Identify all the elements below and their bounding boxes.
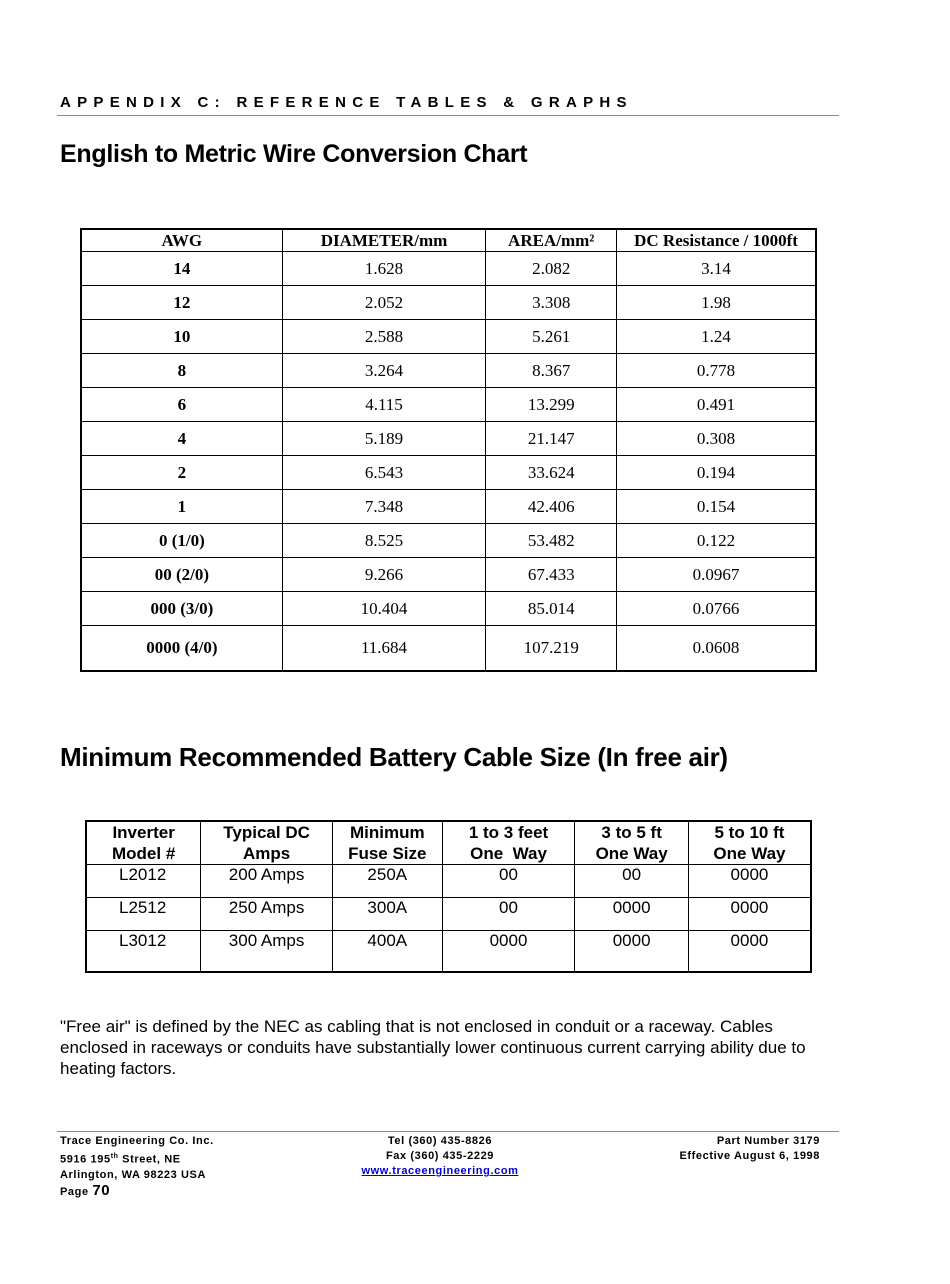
- table-cell: 00 (2/0): [81, 558, 282, 592]
- table-cell: 400A: [332, 931, 442, 973]
- table-cell: 8: [81, 354, 282, 388]
- website-link[interactable]: www.traceengineering.com: [361, 1165, 519, 1177]
- table-cell: 8.525: [282, 524, 486, 558]
- table-cell: 67.433: [486, 558, 617, 592]
- table-cell: 0 (1/0): [81, 524, 282, 558]
- table-row: [86, 898, 811, 931]
- table-cell: 2.052: [282, 286, 486, 320]
- table-cell: 7.348: [282, 490, 486, 524]
- table-cell: 8.367: [486, 354, 617, 388]
- table-cell: 42.406: [486, 490, 617, 524]
- fax: Fax (360) 435-2229: [385, 1150, 495, 1162]
- table-row: [81, 422, 816, 456]
- footer-part-info: [620, 1134, 820, 1164]
- table-cell: 0000 (4/0): [81, 626, 282, 672]
- table-cell: 6: [81, 388, 282, 422]
- table-cell: 4: [81, 422, 282, 456]
- table-row: [81, 558, 816, 592]
- table-cell: 5.189: [282, 422, 486, 456]
- column-header: DIAMETER/mm: [282, 229, 486, 252]
- table-cell: 1.628: [282, 252, 486, 286]
- free-air-note: "Free air" is defined by the NEC as cabling that is not enclosed in conduit or a raceway. Cables enclosed in raceways or conduits have substantially lower continuous current carrying ability due to heating factors.: [60, 1017, 806, 1078]
- table-cell: 0.0766: [617, 592, 816, 626]
- table-cell: 3.14: [617, 252, 816, 286]
- table-cell: 107.219: [486, 626, 617, 672]
- table-header-row: [86, 821, 811, 865]
- table-row: [81, 626, 816, 672]
- table-cell: 10.404: [282, 592, 486, 626]
- table-cell: 250A: [332, 865, 442, 898]
- table-cell: 0000: [688, 931, 811, 973]
- part-number: Part Number 3179: [716, 1135, 820, 1147]
- cable-chart-title: Minimum Recommended Battery Cable Size (In free air): [60, 742, 728, 772]
- table-row: [81, 592, 816, 626]
- battery-cable-table: [85, 820, 812, 973]
- table-cell: 85.014: [486, 592, 617, 626]
- table-cell: 0000: [442, 931, 575, 973]
- footer-address: [60, 1134, 214, 1200]
- table-cell: 14: [81, 252, 282, 286]
- table-cell: 0.154: [617, 490, 816, 524]
- column-header: AREA/mm²: [486, 229, 617, 252]
- column-header: Inverter Model #: [86, 821, 201, 865]
- table-cell: 2: [81, 456, 282, 490]
- table-cell: 4.115: [282, 388, 486, 422]
- table-row: [81, 354, 816, 388]
- table-cell: 00: [575, 865, 689, 898]
- table-cell: 1.98: [617, 286, 816, 320]
- table-cell: 33.624: [486, 456, 617, 490]
- table-row: [81, 286, 816, 320]
- street-address: 5916 195th Street, NE: [60, 1153, 181, 1166]
- table-row: [81, 456, 816, 490]
- column-header: DC Resistance / 1000ft: [617, 229, 816, 252]
- table-cell: 0.308: [617, 422, 816, 456]
- table-cell: 0.194: [617, 456, 816, 490]
- table-cell: L2012: [86, 865, 201, 898]
- table-header-row: [81, 229, 816, 252]
- table-cell: L2512: [86, 898, 201, 931]
- section-header: APPENDIX C: REFERENCE TABLES & GRAPHS: [60, 94, 633, 111]
- footer-divider: [57, 1131, 839, 1132]
- column-header: Typical DC Amps: [201, 821, 333, 865]
- table-cell: 300 Amps: [201, 931, 333, 973]
- wire-chart-title: English to Metric Wire Conversion Chart: [60, 140, 528, 168]
- table-cell: 0.122: [617, 524, 816, 558]
- wire-conversion-table: [80, 228, 817, 672]
- table-cell: 11.684: [282, 626, 486, 672]
- company-name: Trace Engineering Co. Inc.: [60, 1135, 214, 1147]
- table-row: [81, 320, 816, 354]
- table-cell: 250 Amps: [201, 898, 333, 931]
- city-address: Arlington, WA 98223 USA: [60, 1168, 207, 1181]
- footer-contact: [340, 1134, 540, 1179]
- table-cell: 1.24: [617, 320, 816, 354]
- table-cell: 6.543: [282, 456, 486, 490]
- table-cell: 00: [442, 865, 575, 898]
- table-cell: 53.482: [486, 524, 617, 558]
- table-row: [81, 388, 816, 422]
- table-cell: 5.261: [486, 320, 617, 354]
- effective-date: Effective August 6, 1998: [679, 1150, 820, 1162]
- telephone: Tel (360) 435-8826: [387, 1135, 493, 1147]
- table-row: [81, 524, 816, 558]
- table-cell: 21.147: [486, 422, 617, 456]
- table-cell: 200 Amps: [201, 865, 333, 898]
- table-cell: 9.266: [282, 558, 486, 592]
- table-cell: 3.264: [282, 354, 486, 388]
- table-cell: L3012: [86, 931, 201, 973]
- table-cell: 0.0967: [617, 558, 816, 592]
- table-cell: 0000: [575, 898, 689, 931]
- table-row: [81, 490, 816, 524]
- table-cell: 2.082: [486, 252, 617, 286]
- page-number: 70: [92, 1181, 111, 1199]
- page-indicator: Page 70: [60, 1181, 111, 1199]
- table-cell: 10: [81, 320, 282, 354]
- table-cell: 0.778: [617, 354, 816, 388]
- table-cell: 1: [81, 490, 282, 524]
- table-cell: 0.491: [617, 388, 816, 422]
- table-cell: 0000: [688, 898, 811, 931]
- table-cell: 0.0608: [617, 626, 816, 672]
- column-header: Minimum Fuse Size: [332, 821, 442, 865]
- table-cell: 300A: [332, 898, 442, 931]
- table-cell: 0000: [688, 865, 811, 898]
- table-cell: 00: [442, 898, 575, 931]
- column-header: 1 to 3 feet One Way: [442, 821, 575, 865]
- header-divider: [57, 115, 839, 116]
- table-cell: 3.308: [486, 286, 617, 320]
- column-header: AWG: [81, 229, 282, 252]
- table-row: [81, 252, 816, 286]
- column-header: 3 to 5 ft One Way: [575, 821, 689, 865]
- table-cell: 12: [81, 286, 282, 320]
- table-row: [86, 931, 811, 973]
- table-cell: 0000: [575, 931, 689, 973]
- table-row: [86, 865, 811, 898]
- table-cell: 000 (3/0): [81, 592, 282, 626]
- table-cell: 13.299: [486, 388, 617, 422]
- table-cell: 2.588: [282, 320, 486, 354]
- column-header: 5 to 10 ft One Way: [688, 821, 811, 865]
